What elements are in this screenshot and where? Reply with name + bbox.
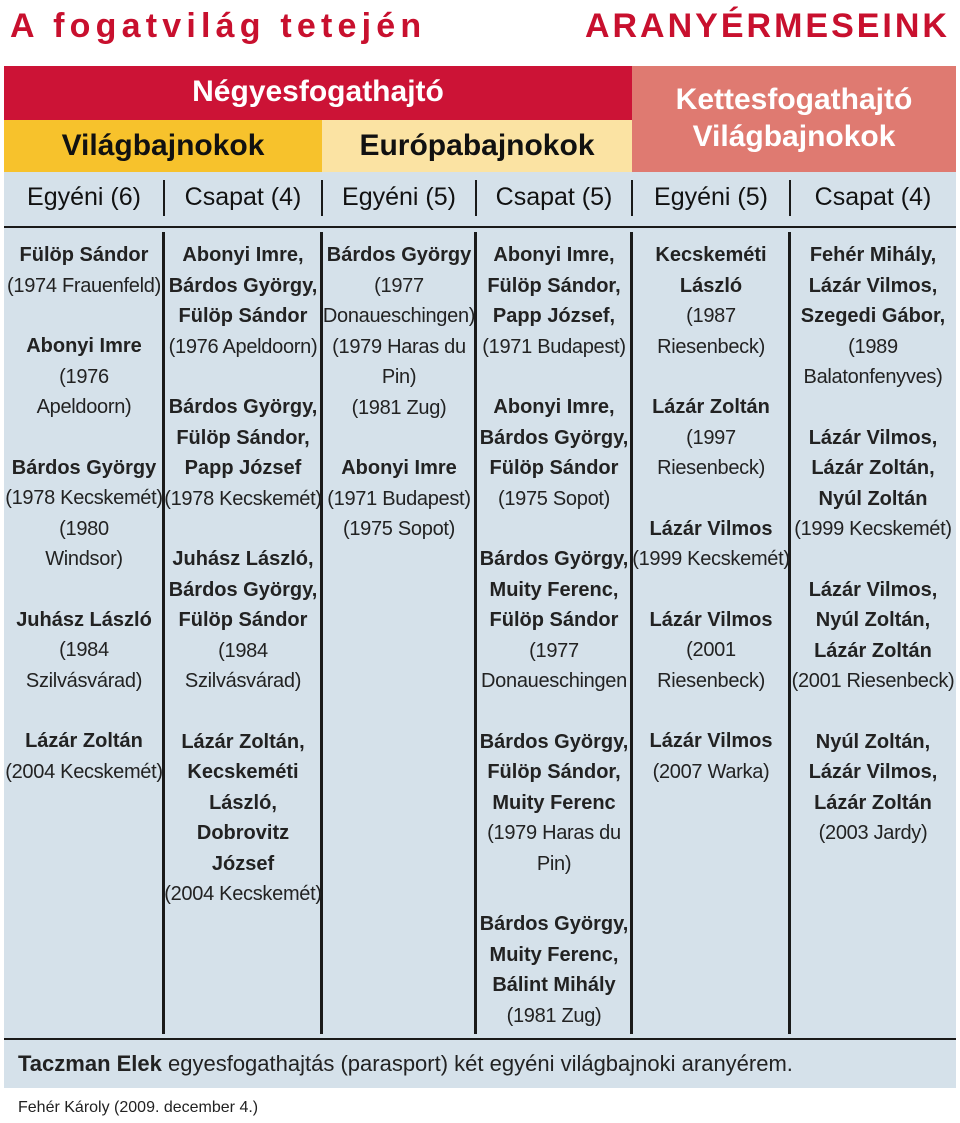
header-four-world-label: Világbajnokok: [61, 129, 265, 162]
heading-separator: [475, 180, 477, 216]
event-places: (2007 Warka): [652, 760, 770, 783]
event-places: (1978 Kecskemét) (1980 Windsor): [5, 487, 163, 570]
event-places: (1987 Riesenbeck): [657, 305, 765, 358]
winner-names: Fehér Mihály, Lázár Vilmos, Szegedi Gábor,: [800, 244, 946, 327]
column-four-europe-individual: [322, 240, 476, 545]
list-item: [476, 909, 632, 1031]
column-heading-4: Csapat (5): [495, 182, 613, 211]
column-four-europe-team: [476, 240, 632, 1031]
list-item: [4, 331, 164, 423]
event-places: (1971 Budapest): [482, 335, 626, 358]
event-places: (1977 Donaueschingen) (1979 Haras du Pin) (1981 Zug): [322, 274, 476, 419]
event-places: (1971 Budapest) (1975 Sopot): [327, 487, 471, 540]
list-item: [632, 726, 790, 787]
winner-names: Nyúl Zoltán, Lázár Vilmos, Lázár Zoltán: [808, 730, 938, 814]
winner-names: Bárdos György, Fülöp Sándor, Papp József: [168, 396, 318, 479]
header-pair-line1: Kettesfogathajtó: [675, 83, 913, 117]
column-heading-1: Egyéni (6): [27, 182, 141, 211]
list-item: [322, 240, 476, 423]
winner-names: Lázár Vilmos: [649, 517, 773, 540]
list-item: [164, 544, 322, 697]
list-item: [632, 514, 790, 575]
footnote: [18, 1048, 793, 1080]
credit-line: Fehér Károly (2009. december 4.): [18, 1099, 259, 1116]
column-heading-3: Egyéni (5): [342, 182, 456, 211]
winner-names: Lázár Vilmos: [649, 608, 773, 631]
event-places: (1979 Haras du Pin): [487, 822, 621, 875]
winner-names: Abonyi Imre: [26, 335, 142, 357]
list-item: [632, 392, 790, 484]
winner-names: Bárdos György: [11, 456, 157, 479]
list-item: [632, 605, 790, 697]
page-title: A fogatvilág tetején: [10, 7, 427, 45]
winner-names: Abonyi Imre: [341, 457, 457, 479]
event-places: (1984 Szilvásvárad): [25, 639, 143, 692]
header-four-in-hand: [4, 66, 632, 120]
event-places: (1997 Riesenbeck): [657, 426, 765, 479]
event-places: (1978 Kecskemét): [164, 487, 322, 510]
winner-names: Bárdos György, Muity Ferenc, Bálint Mihály: [479, 913, 629, 996]
event-places: (1984 Szilvásvárad): [184, 639, 302, 692]
page-subtitle: ARANYÉRMESEINK: [584, 7, 950, 45]
winner-names: Fülöp Sándor: [19, 244, 149, 266]
column-four-world-individual: [4, 240, 164, 787]
column-pair-world-individual: [632, 240, 790, 787]
list-item: [4, 453, 164, 575]
event-places: (2004 Kecskemét): [5, 760, 163, 783]
column-four-world-team: [164, 240, 322, 910]
winner-names: Abonyi Imre, Fülöp Sándor, Papp József,: [487, 244, 621, 327]
winner-names: Kecskeméti László: [655, 244, 767, 297]
header-four-world: [4, 120, 322, 172]
heading-separator: [631, 180, 633, 216]
list-item: [322, 453, 476, 545]
winner-names: Lázár Zoltán: [25, 730, 143, 752]
header-pair-world: [632, 66, 956, 172]
list-item: [790, 575, 956, 697]
winner-names: Abonyi Imre, Bárdos György, Fülöp Sándor: [168, 244, 318, 327]
winner-names: Bárdos György: [326, 244, 472, 266]
column-heading-2: Csapat (4): [184, 182, 302, 211]
list-item: [790, 240, 956, 393]
event-places: (1975 Sopot): [497, 487, 611, 510]
event-places: (1977 Donaueschingen: [481, 639, 627, 692]
footnote-text: egyesfogathajtás (parasport) két egyéni világbajnoki aranyérem.: [161, 1051, 793, 1076]
heading-separator: [163, 180, 165, 216]
event-places: (2001 Riesenbeck): [657, 639, 765, 692]
header-pair-line2: Világbajnokok: [692, 120, 896, 153]
winner-names: Lázár Vilmos: [649, 730, 773, 752]
heading-separator: [321, 180, 323, 216]
header-four-europe: [322, 120, 632, 172]
heading-rule: [4, 226, 956, 228]
event-places: (2004 Kecskemét): [164, 883, 322, 905]
header-four-europe-label: Európabajnokok: [359, 129, 595, 162]
winner-names: Lázár Zoltán, Kecskeméti László, Dobrovitz József: [181, 730, 305, 875]
winner-names: Juhász László, Bárdos György, Fülöp Sándor: [168, 548, 318, 631]
winner-names: Lázár Vilmos, Lázár Zoltán, Nyúl Zoltán: [808, 426, 938, 510]
list-item: [476, 544, 632, 697]
list-item: [4, 240, 164, 301]
winner-names: Bárdos György, Fülöp Sándor, Muity Ferenc: [479, 730, 629, 814]
event-places: (1974 Frauenfeld): [7, 274, 161, 297]
event-places: (1999 Kecskemét): [632, 548, 790, 570]
event-places: (2001 Riesenbeck): [791, 670, 955, 692]
list-item: [476, 392, 632, 514]
event-places: (1976 Apeldoorn): [36, 365, 132, 418]
list-item: [164, 727, 322, 910]
list-item: [632, 240, 790, 362]
list-item: [790, 423, 956, 545]
column-pair-world-team: [790, 240, 956, 849]
list-item: [4, 726, 164, 787]
event-places: (1976 Apeldoorn): [168, 335, 318, 358]
heading-separator: [789, 180, 791, 216]
list-item: [476, 240, 632, 362]
winner-names: Juhász László: [16, 608, 152, 631]
winner-names: Lázár Zoltán: [652, 396, 770, 418]
event-places: (1999 Kecskemét): [794, 518, 952, 540]
column-heading-6: Csapat (4): [814, 182, 932, 211]
event-places: (2003 Jardy): [818, 822, 928, 844]
event-places: (1989 Balatonfenyves): [803, 335, 943, 388]
list-item: [476, 727, 632, 880]
list-item: [790, 727, 956, 849]
winner-names: Lázár Vilmos, Nyúl Zoltán, Lázár Zoltán: [808, 578, 938, 662]
footnote-name: Taczman Elek: [18, 1051, 162, 1076]
header-four-in-hand-label: Négyesfogathajtó: [192, 75, 444, 108]
column-heading-5: Egyéni (5): [654, 182, 768, 211]
list-item: [164, 392, 322, 514]
winner-names: Bárdos György, Muity Ferenc, Fülöp Sándor: [479, 548, 629, 631]
winner-names: Abonyi Imre, Bárdos György, Fülöp Sándor: [479, 396, 629, 479]
list-item: [164, 240, 322, 362]
list-item: [4, 605, 164, 697]
event-places: (1981 Zug): [506, 1004, 602, 1027]
